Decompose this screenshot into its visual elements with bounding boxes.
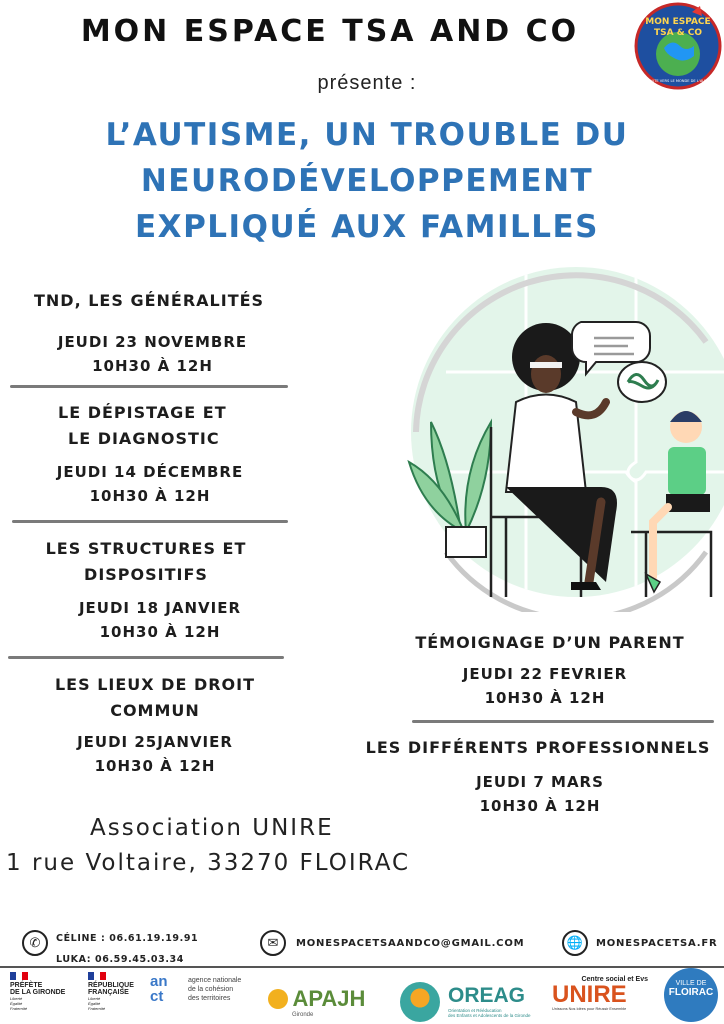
session-topic: TND, LES GÉNÉRALITÉS: [34, 291, 265, 310]
session-topic: LE DÉPISTAGE ET: [58, 403, 227, 422]
parent-child-illustration: [406, 262, 724, 612]
partner-prefete-gironde: PRÉFÈTE DE LA GIRONDE Liberté Égalité Fraternité: [10, 972, 80, 1011]
globe-icon: 🌐: [562, 930, 588, 956]
session-topic: LES STRUCTURES ET: [45, 539, 247, 558]
session-structures: [10, 536, 282, 588]
marianne-flag-icon: [88, 972, 106, 980]
session-date: JEUDI 25JANVIER: [77, 733, 233, 751]
session-date: JEUDI 22 FEVRIER: [462, 665, 628, 683]
svg-text:TSA & CO: TSA & CO: [654, 28, 702, 38]
session-topic: COMMUN: [110, 701, 200, 720]
session-depistage-when: [10, 460, 290, 508]
venue-address: 1 rue Voltaire, 33270 FLOIRAC: [6, 850, 411, 876]
session-generalites: [20, 288, 285, 314]
session-temoignage: [390, 630, 710, 656]
session-time: 10H30 À 12H: [479, 797, 601, 815]
partner-floirac: VILLE DE FLOIRAC: [664, 968, 718, 1022]
session-lieux-when: [10, 730, 300, 778]
phone-celine[interactable]: CÉLINE : 06.61.19.19.91: [56, 933, 199, 944]
anct-logo: an ct: [150, 973, 168, 1005]
session-depistage: [10, 400, 290, 452]
session-date: JEUDI 23 NOVEMBRE: [57, 333, 248, 351]
session-date: JEUDI 18 JANVIER: [78, 599, 242, 617]
session-professionnels-when: [380, 770, 700, 818]
presents-label: présente :: [317, 72, 417, 94]
session-time: 10H30 À 12H: [94, 757, 216, 775]
session-date: JEUDI 14 DÉCEMBRE: [56, 463, 244, 481]
event-title-line: NEURODÉVELOPPEMENT: [140, 163, 594, 199]
oreag-emblem-icon: [400, 982, 440, 1022]
session-topic: TÉMOIGNAGE D’UN PARENT: [415, 633, 685, 652]
event-title-line: EXPLIQUÉ AUX FAMILLES: [135, 209, 599, 245]
session-topic: LES DIFFÉRENTS PROFESSIONNELS: [365, 738, 711, 757]
divider: [10, 385, 288, 388]
event-title-line: L’AUTISME, UN TROUBLE DU: [105, 117, 629, 153]
sun-icon: [268, 989, 288, 1009]
phone-icon: ✆: [22, 930, 48, 956]
svg-text:MON ESPACE: MON ESPACE: [645, 17, 711, 27]
session-time: 10H30 À 12H: [99, 623, 221, 641]
session-date: JEUDI 7 MARS: [476, 773, 604, 791]
session-structures-when: [10, 596, 310, 644]
partner-republique-francaise: RÉPUBLIQUE FRANÇAISE Liberté Égalité Fraternité: [88, 972, 148, 1011]
session-temoignage-when: [385, 662, 705, 710]
session-time: 10H30 À 12H: [92, 357, 213, 375]
venue-name: Association UNIRE: [90, 815, 334, 841]
session-topic: LE DIAGNOSTIC: [68, 429, 220, 448]
divider: [8, 656, 284, 659]
marianne-flag-icon: [10, 972, 28, 980]
svg-text:EN ROUTE VERS LE MONDE DE L'AU: EN ROUTE VERS LE MONDE DE L'AUTISME: [640, 79, 716, 83]
divider: [12, 520, 288, 523]
organizer-name: MON ESPACE TSA AND CO: [80, 14, 580, 49]
partner-apajh: APAJH Gironde: [268, 986, 388, 1018]
phone-numbers: [56, 928, 198, 970]
session-time: 10H30 À 12H: [89, 487, 211, 505]
session-topic: LES LIEUX DE DROIT: [54, 675, 256, 694]
email-link[interactable]: MONESPACETSAANDCO@GMAIL.COM: [296, 938, 525, 949]
session-generalites-when: [20, 330, 285, 378]
event-title: [0, 112, 724, 250]
partner-logos: PRÉFÈTE DE LA GIRONDE Liberté Égalité Fraternité RÉPUBLIQUE FRANÇAISE Liberté Égalité Fraternité an ct agence nationale de la cohésion des territoires APAJH Gironde OREAG Orientation et Rééducation des Enfants et Adolescents de la Gironde Centre social et Evs UNIRE Unissons Nos Idées pour Réussir Ensemble VILLE DE FLOIRAC: [0, 968, 724, 1024]
phone-luka[interactable]: LUKA: 06.59.45.03.34: [56, 954, 184, 965]
partner-unire: Centre social et Evs UNIRE Unissons Nos Idées pour Réussir Ensemble: [552, 976, 648, 1011]
session-professionnels: [360, 735, 716, 761]
session-time: 10H30 À 12H: [484, 689, 606, 707]
website-link[interactable]: MONESPACETSA.FR: [596, 938, 718, 949]
mail-icon: ✉: [260, 930, 286, 956]
session-lieux: [10, 672, 300, 724]
session-topic: DISPOSITIFS: [84, 565, 208, 584]
contact-bar: [0, 920, 724, 970]
divider: [412, 720, 714, 723]
